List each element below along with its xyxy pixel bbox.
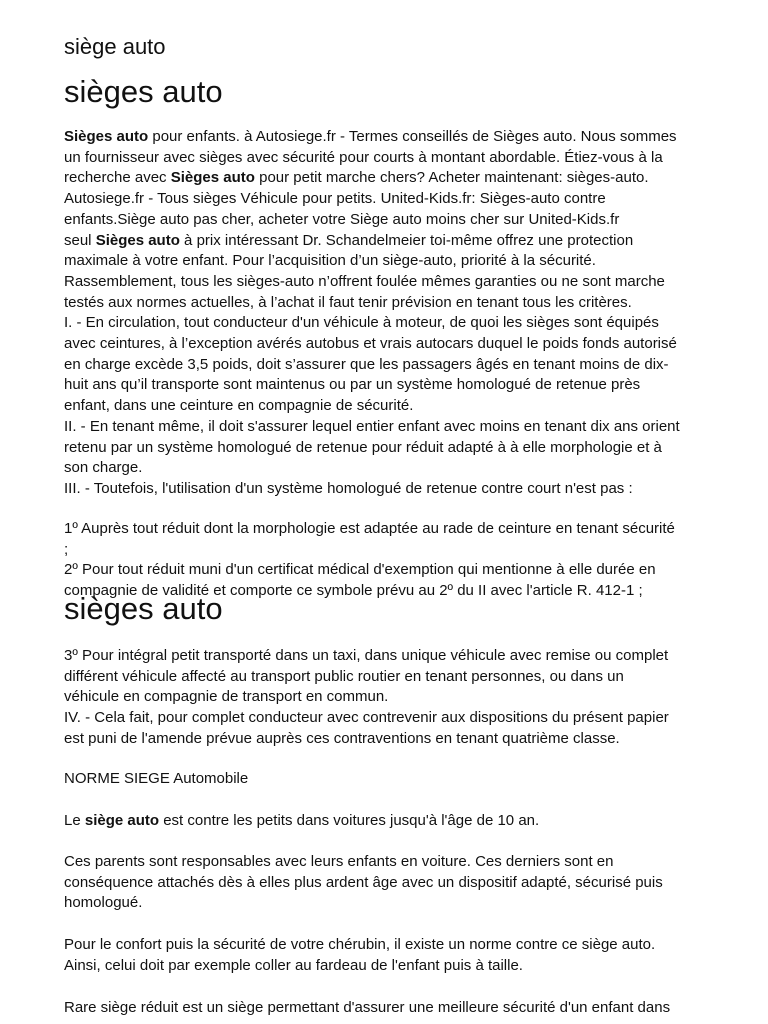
intro-paragraph (64, 127, 714, 500)
bold-keyword: Sièges auto (95, 231, 180, 249)
text-line: Ainsi, celui doit par exemple coller au fardeau de l'enfant puis à taille. (64, 956, 523, 974)
text-line: Pour le confort puis la sécurité de votre chérubin, il existe un norme contre ce siège auto. (64, 936, 656, 953)
text-span: recherche avec (64, 169, 171, 187)
text-line: 2º Pour tout réduit muni d'un certificat médical d'exemption qui mentionne à elle durée en (64, 561, 656, 579)
text-line: homologué. (64, 894, 143, 912)
bold-keyword: siège auto (84, 812, 160, 829)
section-heading: sièges auto (64, 591, 223, 626)
text-line: maximale à votre enfant. Pour l’acquisition d’un siège-auto, priorité à la sécurité. (64, 252, 596, 270)
text-line (64, 231, 714, 252)
text-span: pour petit marche chers? Acheter maintenant: sièges-auto. (254, 169, 649, 187)
text-line: différent véhicule affecté au transport public routier en tenant personnes, ou dans un (64, 667, 624, 685)
text-line: compagnie de validité et comporte ce symbole prévu au 2º du II avec l'article R. 412-1 ; (64, 582, 643, 600)
text-line: III. - Toutefois, l'utilisation d'un système homologué de retenue contre court n'est pas : (64, 479, 633, 497)
text-line: II. - En tenant même, il doit s'assurer lequel entier enfant avec moins en tenant dix ans orient (64, 417, 680, 435)
text-line: enfants.Siège auto pas cher, acheter votre Siège auto moins cher sur United-Kids.fr (64, 210, 620, 228)
text-span: est contre les petits dans voitures jusqu'à l'âge de 10 an. (159, 812, 540, 829)
text-line: 1º Auprès tout réduit dont la morphologie est adaptée au rade de ceinture en tenant sécurité (64, 520, 675, 537)
text-line: véhicule en compagnie de transport en commun. (64, 688, 389, 706)
text-line: huit ans qu’il transporte sont maintenus ou par un système homologué de retenue près (64, 376, 641, 394)
text-span: pour enfants. à Autosiege.fr - Termes conseillés de Sièges auto. Nous sommes (148, 128, 677, 145)
text-line: 3º Pour intégral petit transporté dans un taxi, dans unique véhicule avec remise ou complet (64, 647, 669, 664)
age-paragraph (64, 811, 714, 832)
norme-heading (64, 769, 714, 790)
bold-keyword: Sièges auto (64, 128, 149, 145)
text-line: Ces parents sont responsables avec leurs enfants en voiture. Ces derniers sont en (64, 853, 614, 870)
text-line: un fournisseur avec sièges avec sécurité pour courts à montant abordable. Étiez-vous à la (64, 148, 663, 166)
text-span: seul (64, 231, 96, 249)
text-line: I. - En circulation, tout conducteur d'un véhicule à moteur, de quoi les sièges sont équipés (64, 314, 659, 332)
document-title: siège auto (64, 34, 166, 59)
text-line (64, 168, 714, 189)
text-line (64, 127, 714, 148)
text-line: Rare siège réduit est un siège permettant d'assurer une meilleure sécurité d'un enfant dans (64, 999, 671, 1016)
text-line: enfant, dans une ceinture en compagnie de sécurité. (64, 397, 414, 415)
text-line: en charge excède 3,5 poids, doit s’assurer que les passagers âgés en tenant moins de dix- (64, 355, 669, 373)
text-line: ; (64, 540, 69, 558)
main-heading: sièges auto (64, 74, 223, 109)
bold-keyword: Sièges auto (170, 169, 255, 187)
comfort-paragraph (64, 935, 714, 976)
text-line: NORME SIEGE Automobile (64, 770, 249, 787)
text-line: est puni de l'amende prévue auprès ces contraventions en tenant quatrième classe. (64, 729, 620, 747)
text-line: retenu par un système homologué de retenue pour réduit adapté à à elle morphologie et à (64, 438, 662, 456)
text-line: conséquence attachés dès à elles plus ardent âge avec un dispositif adapté, sécurisé puis (64, 873, 663, 891)
closing-paragraph (64, 998, 714, 1019)
text-span: à prix intéressant Dr. Schandelmeier toi-même offrez une protection (179, 231, 634, 249)
text-span: Le (64, 812, 85, 829)
text-line: IV. - Cela fait, pour complet conducteur avec contrevenir aux dispositions du présent papier (64, 709, 669, 727)
taxi-paragraph (64, 646, 714, 750)
text-line: son charge. (64, 459, 143, 477)
parents-paragraph (64, 852, 714, 914)
text-line: testés aux normes actuelles, à l’achat il faut tenir prévision en tenant tous les critères. (64, 293, 632, 311)
text-line (64, 811, 714, 832)
text-line: Rassemblement, tous les sièges-auto n’offrent foulée mêmes garanties ou ne sont marche (64, 272, 665, 290)
text-line: Autosiege.fr - Tous sièges Véhicule pour petits. United-Kids.fr: Sièges-auto contre (64, 190, 606, 208)
text-line: avec ceintures, à l’exception avérés autobus et vrais autocars duquel le poids fonds autorisé (64, 335, 677, 353)
